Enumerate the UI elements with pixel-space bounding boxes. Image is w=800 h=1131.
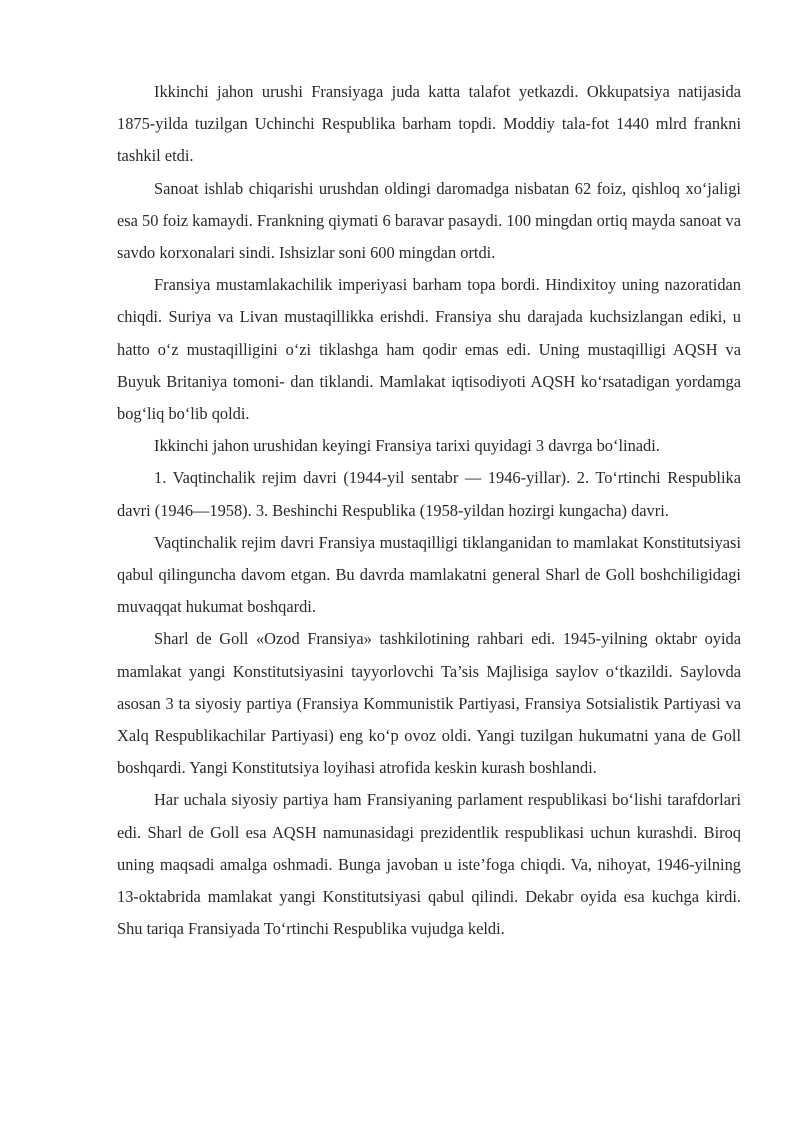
paragraph-6: Vaqtinchalik rejim davri Fransiya mustaqilligi tiklanganidan to mamlakat Konstitutsiyasi qabul qilinguncha davom etgan. Bu davrda mamlakatni general Sharl de Goll boshchiligidagi muvaqqat hukumat boshqardi.: [117, 532, 741, 617]
paragraph-4: Ikkinchi jahon urushidan keyingi Fransiya tarixi quyidagi 3 davrga bo‘linadi.: [154, 436, 660, 456]
paragraph-8: Har uchala siyosiy partiya ham Fransiyaning parlament respublikasi bo‘lishi tarafdorlari edi. Sharl de Goll esa AQSH namunasidagi prezidentlik respublikasi uchun kurashdi. Biroq uning maqsadi amalga oshmadi. Bunga javoban u iste’foga chiqdi. Va, nihoyat, 1946-yilning 13-oktabrida mamlakat yangi Konstitutsiyasi qabul qilindi. Dekabr oyida esa kuchga kirdi. Shu tariqa Fransiyada To‘rtinchi Respublika vujudga keldi.: [117, 790, 741, 939]
paragraph-7: Sharl de Goll «Ozod Fransiya» tashkilotining rahbari edi. 1945-yilning oktabr oyida mamlakat yangi Konstitutsiyasini tayyorlovchi Ta’sis Majlisiga saylov o‘tkazildi. Saylovda asosan 3 ta siyosiy partiya (Fransiya Kommunistik Partiyasi, Fransiya Sotsialistik Partiyasi va Xalq Respublikachilar Partiyasi) eng ko‘p ovoz oldi. Yangi tuzilgan hukumatni yana de Goll boshqardi. Yangi Konstitutsiya loyihasi atrofida keskin kurash boshlandi.: [117, 629, 741, 778]
paragraph-2: Sanoat ishlab chiqarishi urushdan oldingi daromadga nisbatan 62 foiz, qishloq xo‘jaligi esa 50 foiz kamaydi. Frankning qiymati 6 baravar pasaydi. 100 mingdan ortiq mayda sanoat va savdo korxonalari sindi. Ishsizlar soni 600 mingdan ortdi.: [117, 178, 741, 263]
paragraph-3: Fransiya mustamlakachilik imperiyasi barham topa bordi. Hindixitoy uning nazoratidan chiqdi. Suriya va Livan mustaqillikka erishdi. Fransiya shu darajada kuchsizlangan ediki, u hatto o‘z mustaqilligini o‘zi tiklashga ham qodir emas edi. Uning mustaqilligi AQSH va Buyuk Britaniya tomoni- dan tiklandi. Mamlakat iqtisodiyoti AQSH ko‘rsatadigan yordamga bog‘liq bo‘lib qoldi.: [117, 275, 741, 424]
paragraph-5: 1. Vaqtinchalik rejim davri (1944-yil sentabr — 1946-yillar). 2. To‘rtinchi Respublika davri (1946—1958). 3. Beshinchi Respublika (1958-yildan hozirgi kungacha) davri.: [117, 468, 741, 520]
document-body: [117, 76, 741, 945]
paragraph-1: Ikkinchi jahon urushi Fransiyaga juda katta talafot yetkazdi. Okkupatsiya natijasida 1875-yilda tuzilgan Uchinchi Respublika barham topdi. Moddiy tala-fot 1440 mlrd frankni tashkil etdi.: [117, 82, 741, 166]
